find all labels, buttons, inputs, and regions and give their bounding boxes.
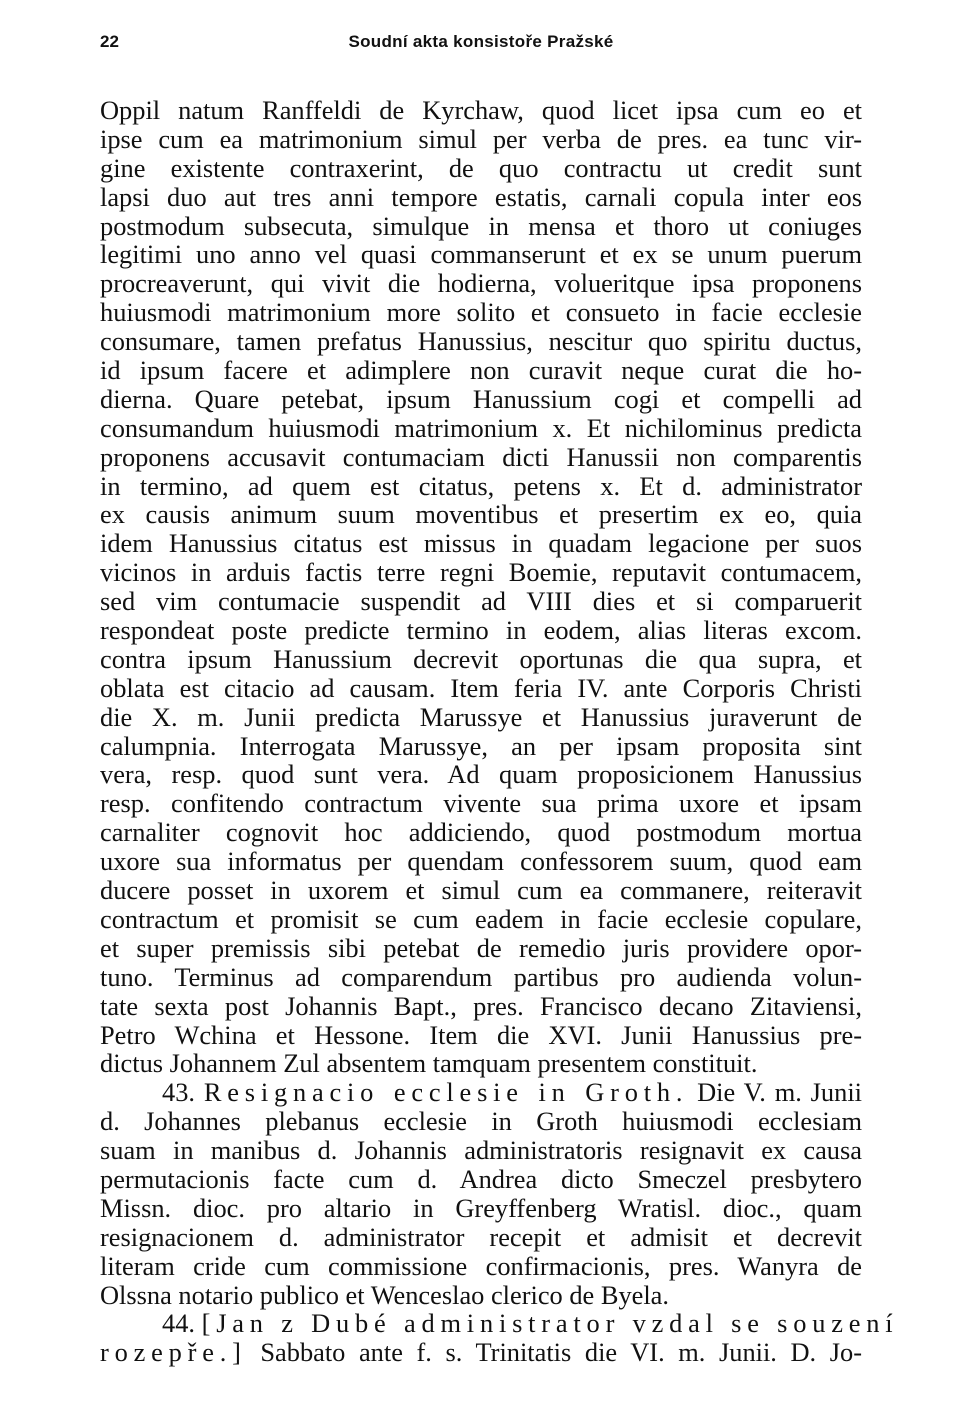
- entry-44-number: 44.: [162, 1308, 195, 1339]
- entry-43-heading: Resignacio ecclesie in Groth.: [203, 1077, 689, 1108]
- text-line: dictus Johannem Zul absentem tamquam presentem constituit.: [100, 1048, 758, 1079]
- text-line: permutacionis facte cum d. Andrea dicto Smeczel presbytero: [100, 1163, 862, 1194]
- text-line: suam in manibus d. Johannis administratoris resignavit ex causa: [100, 1135, 862, 1166]
- body-text: [100, 95, 899, 1368]
- text-line: ipse cum ea matrimonium simul per verba de pres. ea tunc vir-: [100, 123, 862, 154]
- text-line: procreaverunt, qui vivit die hodierna, volueritque ipsa proponens: [100, 268, 862, 299]
- text-line: Petro Wchina et Hessone. Item die XVI. Junii Hanussius pre-: [100, 1019, 862, 1050]
- text-line: Olssna notario publico et Wenceslao clerico de Byela.: [100, 1279, 669, 1310]
- text-line: tate sexta post Johannis Bapt., pres. Francisco decano Zitaviensi,: [100, 990, 862, 1021]
- text-line: idem Hanussius citatus est missus in quadam legacione per suos: [100, 528, 862, 559]
- entry-43-number: 43.: [162, 1077, 195, 1108]
- running-title: Soudní akta konsistoře Pražské: [348, 32, 614, 51]
- text-line: id ipsum facere et adimplere non curavit neque curat die ho-: [100, 355, 862, 386]
- text-line: carnaliter cognovit hoc addiciendo, quod postmodum mortua: [100, 817, 862, 848]
- page-number: 22: [100, 32, 119, 51]
- paragraph-continuation: [100, 96, 862, 1078]
- text-line: postmodum subsecuta, simulque in mensa et thoro ut coniuges: [100, 210, 862, 241]
- text-line: gine existente contraxerint, de quo contractu ut credit sunt: [100, 152, 862, 183]
- text-line: lapsi duo aut tres anni tempore estatis, carnali copula inter eos: [100, 181, 862, 212]
- text-line: vera, resp. quod sunt vera. Ad quam proposicionem Hanussius: [100, 759, 862, 790]
- text-line: dierna. Quare petebat, ipsum Hanussium cogi et compelli ad: [100, 383, 862, 414]
- text-line: sed vim contumacie suspendit ad VIII dies et si comparuerit: [100, 586, 862, 617]
- page-header: [100, 32, 862, 62]
- text-line: et super premissis sibi petebat de remedio juris providere opor-: [100, 932, 862, 963]
- text-line: contra ipsum Hanussium decrevit oportunas die qua supra, et: [100, 643, 862, 674]
- entry-44-heading: [Jan z Dubé administrator vzdal se souzení: [201, 1308, 899, 1339]
- entry-44-heading-end: rozepře.]: [100, 1337, 247, 1368]
- text-line: proponens accusavit contumaciam dicti Hanussii non comparentis: [100, 441, 862, 472]
- text-line: resp. confitendo contractum vivente sua prima uxore et ipsam: [100, 788, 862, 819]
- entry-43-first-line: [100, 1078, 862, 1107]
- text-line: contractum et promisit se cum eadem in facie ecclesie copulare,: [100, 903, 862, 934]
- entry-44: [100, 1308, 899, 1368]
- text-line: ex causis animum suum moventibus et presertim ex eo, quia: [100, 499, 862, 530]
- text-line: calumpnia. Interrogata Marussye, an per ipsam proposita sint: [100, 730, 862, 761]
- text-line: consumandum huiusmodi matrimonium x. Et nichilominus predicta: [100, 412, 862, 443]
- text-line: oblata est citacio ad causam. Item feria IV. ante Corporis Christi: [100, 672, 862, 703]
- text-line: tuno. Terminus ad comparendum partibus pro audienda volun-: [100, 961, 862, 992]
- text-line: huiusmodi matrimonium more solito et consueto in facie ecclesie: [100, 297, 862, 328]
- text-line: consumare, tamen prefatus Hanussius, nescitur quo spiritu ductus,: [100, 326, 862, 357]
- text-line: d. Johannes plebanus ecclesie in Groth huiusmodi ecclesiam: [100, 1106, 862, 1137]
- entry-43: [100, 1078, 862, 1309]
- text-line: in termino, ad quem est citatus, petens x. Et d. administrator: [100, 470, 862, 501]
- entry-44-first-line: [100, 1308, 899, 1339]
- text-line: respondeat poste predicte termino in eodem, alias literas excom.: [100, 615, 862, 646]
- entry-44-text: Sabbato ante f. s. Trinitatis die VI. m. Junii. D. Jo-: [260, 1337, 862, 1368]
- text-line: ducere posset in uxorem et simul cum ea commanere, reiteravit: [100, 875, 862, 906]
- text-line: resignacionem d. administrator recepit et admisit et decrevit: [100, 1221, 862, 1252]
- text-line: die X. m. Junii predicta Marussye et Hanussius juraverunt de: [100, 701, 862, 732]
- text-line: Missn. dioc. pro altario in Greyffenberg Wratisl. dioc., quam: [100, 1192, 862, 1223]
- text-line: vicinos in arduis factis terre regni Boemie, reputavit contumacem,: [100, 557, 862, 588]
- text-line: uxore sua informatus per quendam confessorem suum, quod eam: [100, 846, 862, 877]
- entry-43-body: [100, 1107, 862, 1309]
- text-line: legitimi uno anno vel quasi commanserunt et ex se unum puerum: [100, 239, 862, 270]
- text-line: Oppil natum Ranffeldi de Kyrchaw, quod licet ipsa cum eo et: [100, 95, 862, 125]
- entry-43-date: Die V. m. Junii: [697, 1077, 862, 1108]
- text-line: literam cride cum commissione confirmacionis, pres. Wanyra de: [100, 1250, 862, 1281]
- entry-44-second-line: [100, 1338, 862, 1367]
